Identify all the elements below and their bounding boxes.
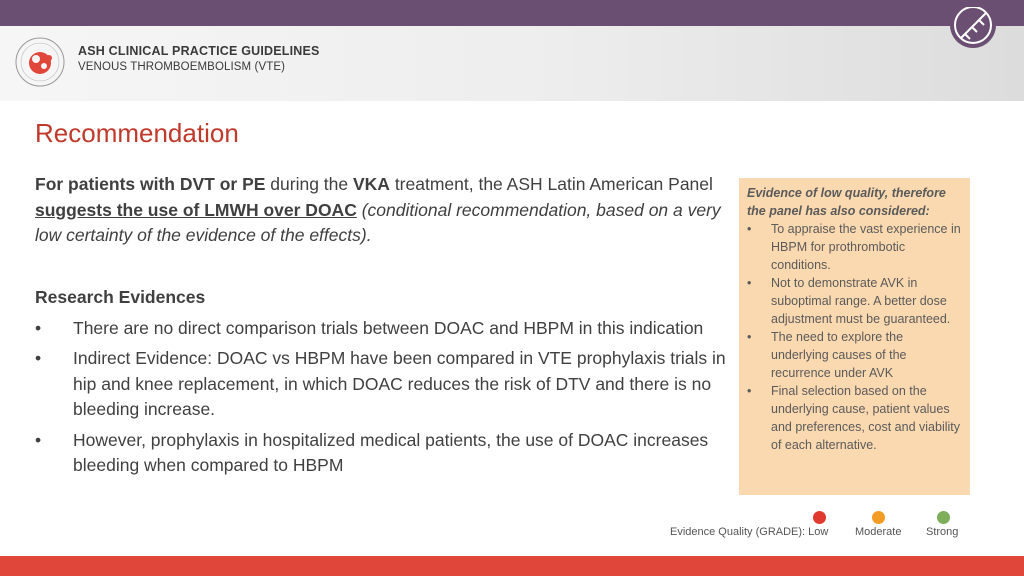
evidence-item-text: To appraise the vast experience in HBPM for prothrombotic conditions. xyxy=(771,222,961,272)
moderate-quality-dot-icon xyxy=(872,511,885,524)
bottom-bar xyxy=(0,556,1024,576)
low-quality-dot-icon xyxy=(813,511,826,524)
list-item xyxy=(747,274,962,328)
bullet-icon: • xyxy=(747,222,752,236)
research-item-text: Indirect Evidence: DOAC vs HBPM have been compared in VTE prophylaxis trials in hip and knee replacement, in which DOAC reduces the risk of DTV and there is no bleeding increase. xyxy=(73,348,726,419)
header-banner xyxy=(0,26,1024,101)
page-title: Recommendation xyxy=(35,118,239,148)
guideline-badge-icon xyxy=(948,7,998,49)
rec-population: For patients with DVT or PE xyxy=(35,174,266,194)
bullet-icon: • xyxy=(747,276,752,290)
list-item xyxy=(747,382,962,454)
bullet-icon: • xyxy=(35,348,42,368)
rec-text-1: during the xyxy=(265,174,353,194)
bullet-icon: • xyxy=(35,429,42,450)
grade-label-strong: Strong xyxy=(926,526,959,538)
rec-text-2: treatment, the ASH Latin American Panel xyxy=(389,174,713,194)
strong-quality-dot-icon xyxy=(937,511,950,524)
rec-suggestion: suggests the use of LMWH over DOAC xyxy=(35,199,357,220)
rec-vka: VKA xyxy=(353,174,390,194)
top-bar xyxy=(0,0,1024,26)
evidence-note-box xyxy=(739,178,970,495)
bullet-icon: • xyxy=(35,317,42,338)
rec-strength: (conditional recommendation, based on a very low certainty of the evidence of the effects). xyxy=(35,199,721,245)
list-item xyxy=(35,316,735,342)
list-item xyxy=(35,428,735,479)
list-item xyxy=(35,346,735,423)
research-heading: Research Evidences xyxy=(35,287,206,307)
research-item-text: There are no direct comparison trials between DOAC and HBPM in this indication xyxy=(73,317,704,338)
bullet-icon: • xyxy=(747,330,752,344)
research-item-text: However, prophylaxis in hospitalized medical patients, the use of DOAC increases bleeding when compared to HBPM xyxy=(73,429,709,475)
guidelines-subtitle: VENOUS THROMBOEMBOLISM (VTE) xyxy=(78,61,286,73)
bullet-icon: • xyxy=(747,384,752,398)
guidelines-title: ASH CLINICAL PRACTICE GUIDELINES xyxy=(78,44,320,58)
ash-logo-icon xyxy=(14,36,66,88)
evidence-item-text: Final selection based on the underlying cause, patient values and preferences, cost and viability of each alternative. xyxy=(771,384,960,452)
list-item xyxy=(747,328,962,382)
research-evidences xyxy=(35,285,735,484)
grade-label-low: Evidence Quality (GRADE): Low xyxy=(670,526,829,538)
recommendation-text xyxy=(35,172,735,249)
evidence-item-text: The need to explore the underlying causes of the recurrence under AVK xyxy=(771,330,907,380)
grade-label-moderate: Moderate xyxy=(855,526,902,538)
evidence-note-heading: Evidence of low quality, therefore the panel has also considered: xyxy=(747,186,946,218)
list-item xyxy=(747,220,962,274)
evidence-item-text: Not to demonstrate AVK in suboptimal range. A better dose adjustment must be guaranteed. xyxy=(771,276,951,326)
